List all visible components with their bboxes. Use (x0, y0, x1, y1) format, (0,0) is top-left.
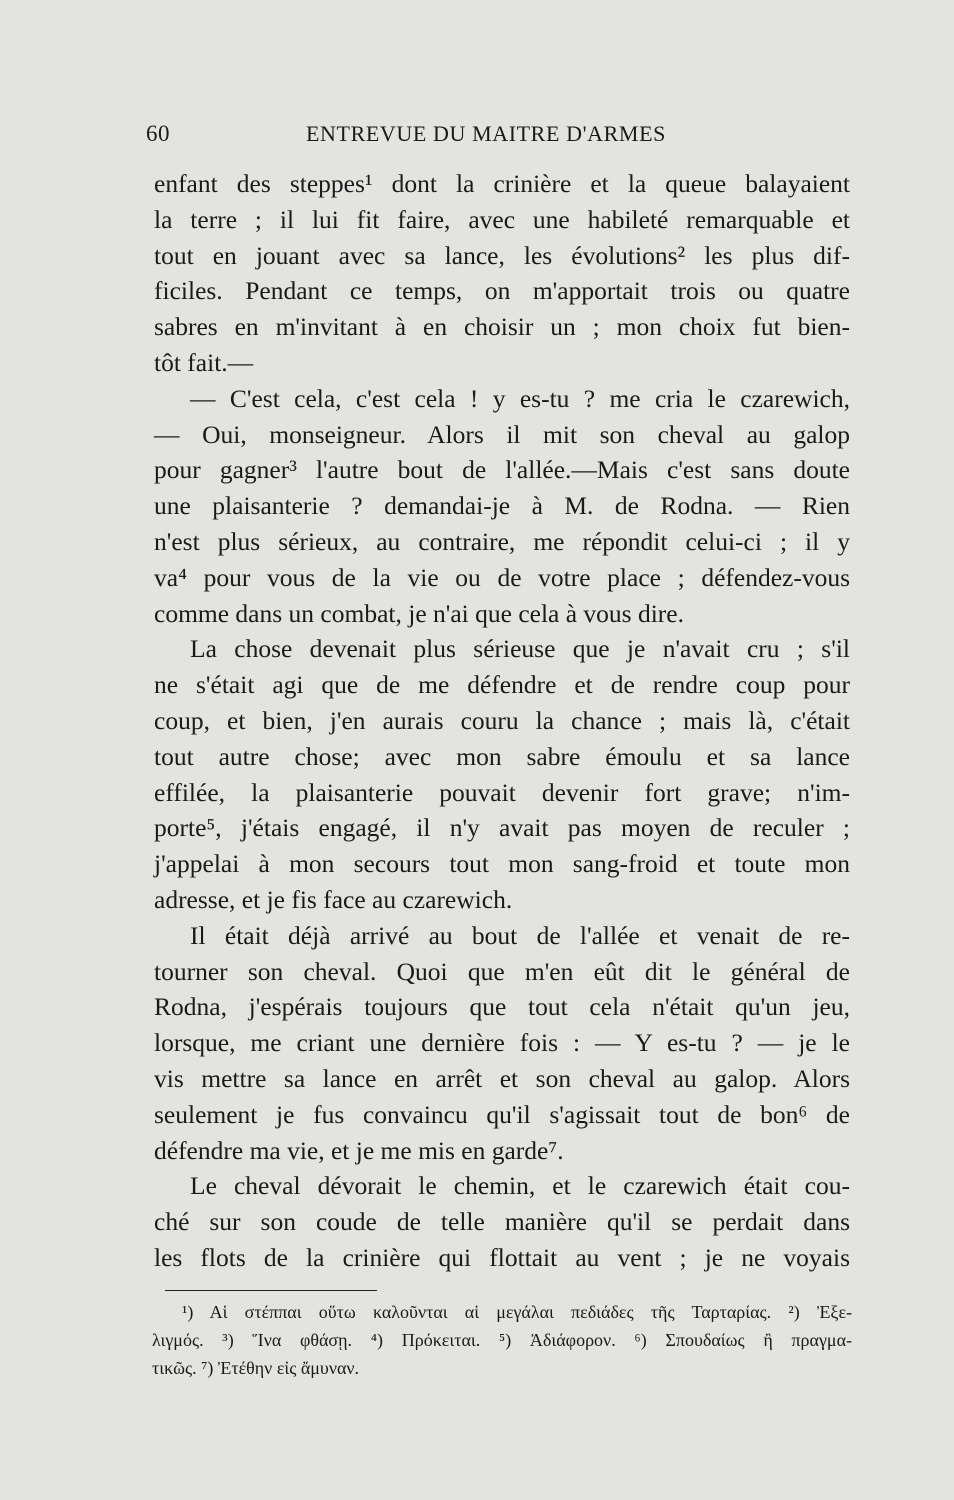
text-line: — C'est cela, c'est cela ! y es-tu ? me cria le czarewich, (190, 383, 850, 413)
text-line: tout autre chose; avec mon sabre émoulu et sa lance (154, 741, 850, 771)
text-line: Le cheval dévorait le chemin, et le czarewich était cou- (190, 1171, 850, 1201)
text-line: tôt fait.— (154, 347, 254, 377)
text-line: les flots de la crinière qui flottait au vent ; je ne voyais (154, 1242, 850, 1272)
text-line: comme dans un combat, je n'ai que cela à vous dire. (154, 598, 684, 628)
text-line: effilée, la plaisanterie pouvait devenir fort grave; n'im- (154, 777, 850, 807)
text-line: coup, et bien, j'en aurais couru la chance ; mais là, c'était (154, 705, 850, 735)
text-line: La chose devenait plus sérieuse que je n'avait cru ; s'il (190, 634, 850, 664)
text-line: lorsque, me criant une dernière fois : — Y es-tu ? — je le (154, 1028, 850, 1058)
footnotes (152, 1298, 852, 1382)
text-line: la terre ; il lui fit faire, avec une habileté remarquable et (154, 204, 850, 234)
text-line: pour gagner³ l'autre bout de l'allée.—Mais c'est sans doute (154, 455, 850, 485)
text-line: sabres en m'invitant à en choisir un ; mon choix fut bien- (154, 312, 850, 342)
text-line: Rodna, j'espérais toujours que tout cela n'était qu'un jeu, (154, 992, 850, 1022)
footnote-divider (165, 1290, 377, 1291)
text-line: ficiles. Pendant ce temps, on m'apportait trois ou quatre (154, 276, 850, 306)
text-line: ne s'était agi que de me défendre et de rendre coup pour (154, 670, 850, 700)
text-line: enfant des steppes¹ dont la crinière et la queue balayaient (154, 169, 850, 198)
page-number: 60 (146, 121, 170, 146)
text-line: Il était déjà arrivé au bout de l'allée et venait de re- (190, 920, 850, 950)
running-title: ENTREVUE DU MAITRE D'ARMES (306, 121, 666, 146)
text-line: n'est plus sérieux, au contraire, me répondit celui-ci ; il y (154, 526, 850, 556)
text-line: — Oui, monseigneur. Alors il mit son cheval au galop (154, 419, 850, 449)
text-line: adresse, et je fis face au czarewich. (154, 884, 513, 914)
text-line: porte⁵, j'étais engagé, il n'y avait pas moyen de reculer ; (154, 813, 850, 843)
body-text (154, 166, 850, 1276)
text-line: défendre ma vie, et je me mis en garde⁷. (154, 1135, 564, 1165)
running-head (146, 121, 846, 161)
text-line: va⁴ pour vous de la vie ou de votre place ; défendez-vous (154, 562, 850, 592)
footnote-line: ¹) Αἱ στέππαι οὕτω καλοῦνται αἱ μεγάλαι πεδιάδες τῆς Ταρταρίας. ²) Ἐξε- (182, 1302, 852, 1322)
text-line: ché sur son coude de telle manière qu'il se perdait dans (154, 1207, 850, 1237)
text-line: j'appelai à mon secours tout mon sang-froid et toute mon (154, 849, 850, 879)
text-line: tourner son cheval. Quoi que m'en eût dit le général de (154, 956, 850, 986)
text-line: une plaisanterie ? demandai-je à M. de Rodna. — Rien (154, 491, 850, 521)
footnote-line: λιγμός. ³) Ἵνα φθάσῃ. ⁴) Πρόκειται. ⁵) Ἀδιάφορον. ⁶) Σπουδαίως ἢ πραγμα- (152, 1330, 852, 1350)
text-line: seulement je fus convaincu qu'il s'agissait tout de bon⁶ de (154, 1099, 850, 1129)
footnote-line: τικῶς. ⁷) Ἐτέθην εἰς ἄμυναν. (152, 1358, 360, 1378)
text-line: tout en jouant avec sa lance, les évolutions² les plus dif- (154, 240, 850, 270)
text-line: vis mettre sa lance en arrêt et son cheval au galop. Alors (154, 1063, 850, 1093)
